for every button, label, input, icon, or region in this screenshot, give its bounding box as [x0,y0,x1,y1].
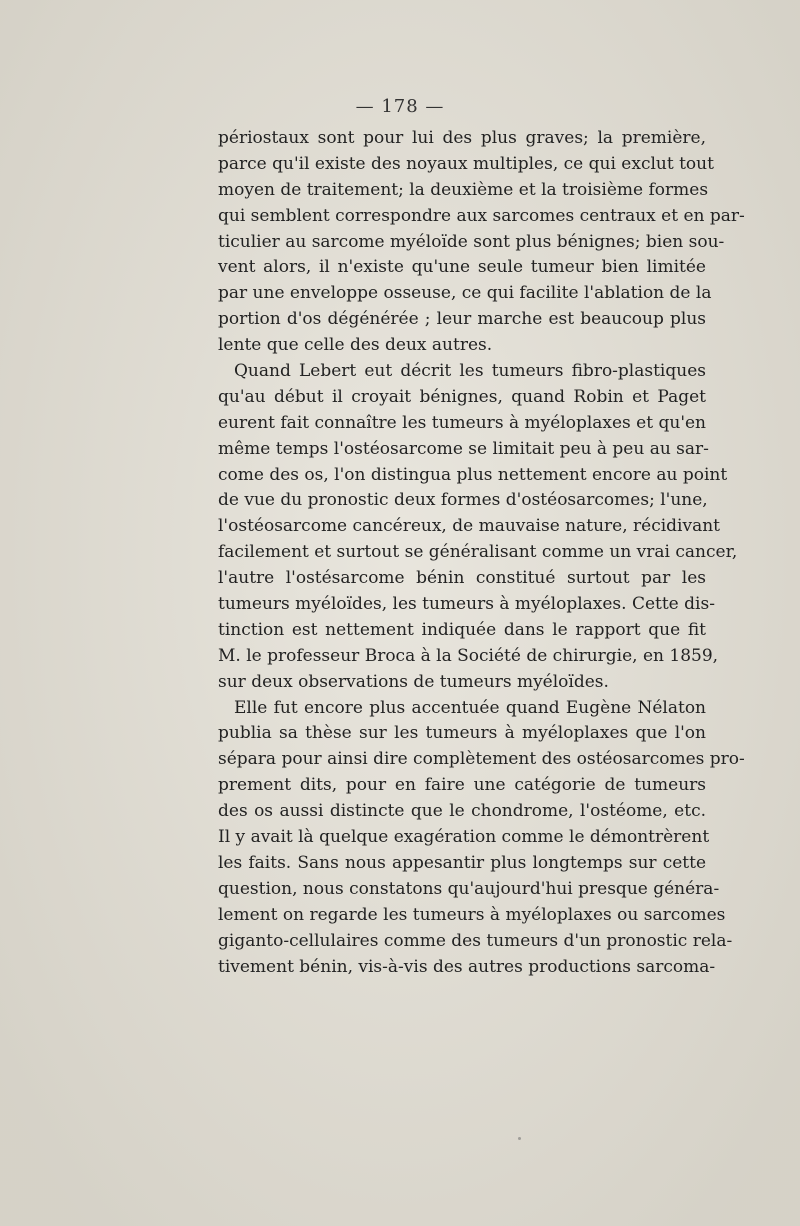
text-line: qu'au début il croyait bénignes, quand Robin et Paget [218,386,706,407]
text-line: publia sa thèse sur les tumeurs à myéloplaxes que l'on [218,723,706,744]
text-line: vent alors, il n'existe qu'une seule tumeur bien limitée [218,257,706,278]
text-line: question, nous constatons qu'aujourd'hui presque généra- [218,878,720,899]
text-line: M. le professeur Broca à la Société de chirurgie, en 1859, [218,645,719,666]
text-line: facilement et surtout se généralisant comme un vrai cancer, [218,542,738,563]
text-line: par une enveloppe osseuse, ce qui facilite l'ablation de la [218,283,712,304]
text-line: prement dits, pour en faire une catégorie de tumeurs [218,775,706,796]
text-line: l'ostéosarcome cancéreux, de mauvaise nature, récidivant [218,516,720,537]
text-line: qui semblent correspondre aux sarcomes centraux et en par- [218,205,745,226]
text-line: Quand Lebert eut décrit les tumeurs fibro-plastiques [234,361,706,382]
text-line: les faits. Sans nous appesantir plus longtemps sur cette [218,852,706,873]
paper-speck [518,1137,521,1140]
text-line: lente que celle des deux autres. [218,335,493,356]
text-line: l'autre l'ostésarcome bénin constitué surtout par les [218,568,706,589]
text-line: même temps l'ostéosarcome se limitait peu à peu au sar- [218,438,709,459]
text-line: ticulier au sarcome myéloïde sont plus bénignes; bien sou- [218,231,725,252]
text-line: tinction est nettement indiquée dans le rapport que fit [218,619,706,640]
text-line: Il y avait là quelque exagération comme le démontrèrent [218,827,710,848]
text-line: Elle fut encore plus accentuée quand Eugène Nélaton [234,697,706,718]
page-number: — 178 — [355,96,445,117]
text-line: moyen de traitement; la deuxième et la troisième formes [218,179,709,200]
text-line: de vue du pronostic deux formes d'ostéosarcomes; l'une, [218,490,708,511]
text-line: portion d'os dégénérée ; leur marche est beaucoup plus [218,309,706,330]
text-line: tumeurs myéloïdes, les tumeurs à myéloplaxes. Cette dis- [218,594,715,615]
text-line: lement on regarde les tumeurs à myéloplaxes ou sarcomes [218,904,726,925]
text-line: tivement bénin, vis-à-vis des autres productions sarcoma- [218,956,716,977]
text-line: des os aussi distincte que le chondrome, l'ostéome, etc. [218,801,706,822]
text-line: sur deux observations de tumeurs myéloïdes. [218,671,609,692]
text-line: parce qu'il existe des noyaux multiples, ce qui exclut tout [218,153,714,174]
text-line: come des os, l'on distingua plus nettement encore au point [218,464,728,485]
body-text [218,126,745,980]
text-line: giganto-cellulaires comme des tumeurs d'un pronostic rela- [218,930,733,951]
text-line: sépara pour ainsi dire complètement des ostéosarcomes pro- [218,749,745,770]
text-line: eurent fait connaître les tumeurs à myéloplaxes et qu'en [218,412,706,433]
text-line: périostaux sont pour lui des plus graves; la première, [218,128,706,148]
